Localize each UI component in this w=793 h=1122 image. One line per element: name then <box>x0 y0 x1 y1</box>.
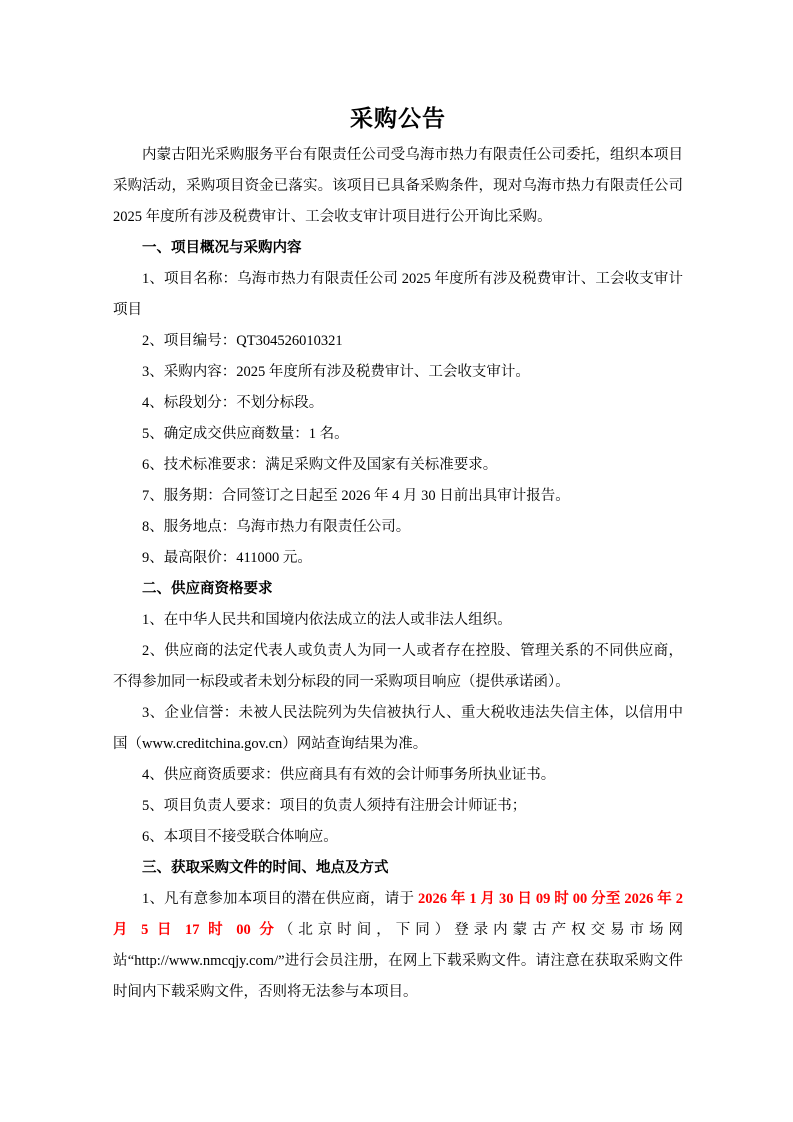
item-winning-supplier-count: 5、确定成交供应商数量：1 名。 <box>142 426 349 442</box>
item-supplier-qualification: 4、供应商资质要求：供应商具有有效的会计师事务所执业证书。 <box>142 767 556 783</box>
item-legal-entity-requirement: 1、在中华人民共和国境内依法成立的法人或非法人组织。 <box>142 612 512 628</box>
section-1-heading: 一、项目概况与采购内容 <box>142 240 302 256</box>
item-credit-reputation: 3、企业信誉：未被人民法院列为失信被执行人、重大税收违法失信主体，以信用中国（www.creditchina.gov.cn）网站查询结果为准。 <box>113 705 683 752</box>
acquisition-deadline-highlight: 2026 年 1 月 30 日 09 时 00 分至 2026 年 2 月 5 日 17 时 00 分 <box>113 891 684 938</box>
acquisition-text-prefix: 1、凡有意参加本项目的潜在供应商，请于 <box>142 891 419 907</box>
item-technical-standard: 6、技术标准要求：满足采购文件及国家有关标准要求。 <box>142 457 498 473</box>
item-max-price: 9、最高限价：411000 元。 <box>142 550 312 566</box>
item-project-leader-requirement: 5、项目负责人要求：项目的负责人须持有注册会计师证书； <box>142 798 527 814</box>
document-title: 采购公告 <box>350 106 446 131</box>
item-related-supplier-restriction: 2、供应商的法定代表人或负责人为同一人或者存在控股、管理关系的不同供应商，不得参加同一标段或者未划分标段的同一采购项目响应（提供承诺函）。 <box>113 643 683 690</box>
item-lot-division: 4、标段划分：不划分标段。 <box>142 395 324 411</box>
item-no-consortium: 6、本项目不接受联合体响应。 <box>142 829 338 845</box>
item-procurement-content: 3、采购内容：2025 年度所有涉及税费审计、工会收支审计。 <box>142 364 530 380</box>
section-3-heading: 三、获取采购文件的时间、地点及方式 <box>142 860 389 876</box>
item-service-period: 7、服务期：合同签订之日起至 2026 年 4 月 30 日前出具审计报告。 <box>142 488 570 504</box>
item-document-acquisition <box>113 884 683 1008</box>
section-2-heading: 二、供应商资格要求 <box>142 581 273 597</box>
intro-paragraph: 内蒙古阳光采购服务平台有限责任公司受乌海市热力有限责任公司委托，组织本项目采购活动，采购项目资金已落实。该项目已具备采购条件，现对乌海市热力有限责任公司 2025 年度所有涉及税费审计、工会收支审计项目进行公开询比采购。 <box>113 147 683 225</box>
acquisition-text-suffix: （北京时间，下同）登录内蒙古产权交易市场网站“http://www.nmcqjy.com/”进行会员注册，在网上下载采购文件。请注意在获取采购文件时间内下载采购文件，否则将无法参与本项目。 <box>113 922 684 1000</box>
item-project-number: 2、项目编号：QT304526010321 <box>142 333 343 349</box>
item-project-name: 1、项目名称：乌海市热力有限责任公司 2025 年度所有涉及税费审计、工会收支审计项目 <box>113 271 683 318</box>
item-service-location: 8、服务地点：乌海市热力有限责任公司。 <box>142 519 411 535</box>
